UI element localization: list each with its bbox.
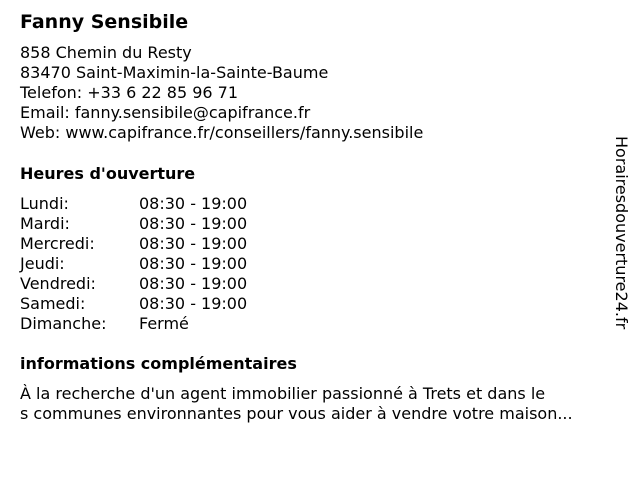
website-url: Web: www.capifrance.fr/conseillers/fanny.sensibile	[20, 123, 424, 142]
hours-day: Samedi:	[20, 294, 86, 313]
phone-number: Telefon: +33 6 22 85 96 71	[20, 83, 239, 102]
address-street: 858 Chemin du Resty	[20, 43, 192, 62]
hours-row-thursday	[20, 254, 320, 274]
site-watermark: Horairesdouverture24.fr	[612, 136, 631, 330]
contact-block	[20, 43, 423, 143]
opening-hours-heading: Heures d'ouverture	[20, 164, 196, 183]
hours-time: Fermé	[139, 314, 189, 333]
hours-row-wednesday	[20, 234, 320, 254]
hours-day: Mercredi:	[20, 234, 95, 253]
business-name: Fanny Sensibile	[20, 11, 189, 33]
additional-info-heading: informations complémentaires	[20, 354, 297, 373]
hours-row-saturday	[20, 294, 320, 314]
business-description	[20, 384, 625, 424]
hours-row-friday	[20, 274, 320, 294]
hours-time: 08:30 - 19:00	[139, 274, 248, 293]
hours-day: Lundi:	[20, 194, 69, 213]
hours-row-sunday	[20, 314, 320, 334]
hours-time: 08:30 - 19:00	[139, 294, 248, 313]
hours-day: Jeudi:	[20, 254, 65, 273]
address-city: 83470 Saint-Maximin-la-Sainte-Baume	[20, 63, 329, 82]
hours-time: 08:30 - 19:00	[139, 254, 248, 273]
hours-time: 08:30 - 19:00	[139, 214, 248, 233]
hours-day: Vendredi:	[20, 274, 96, 293]
hours-day: Mardi:	[20, 214, 70, 233]
hours-row-monday	[20, 194, 320, 214]
description-line-2: s communes environnantes pour vous aider à vendre votre maison...	[20, 404, 573, 423]
description-line-1: À la recherche d'un agent immobilier passionné à Trets et dans le	[20, 384, 546, 403]
hours-time: 08:30 - 19:00	[139, 194, 248, 213]
hours-day: Dimanche:	[20, 314, 107, 333]
email-address: Email: fanny.sensibile@capifrance.fr	[20, 103, 311, 122]
hours-row-tuesday	[20, 214, 320, 234]
opening-hours-table	[20, 194, 320, 334]
hours-time: 08:30 - 19:00	[139, 234, 248, 253]
